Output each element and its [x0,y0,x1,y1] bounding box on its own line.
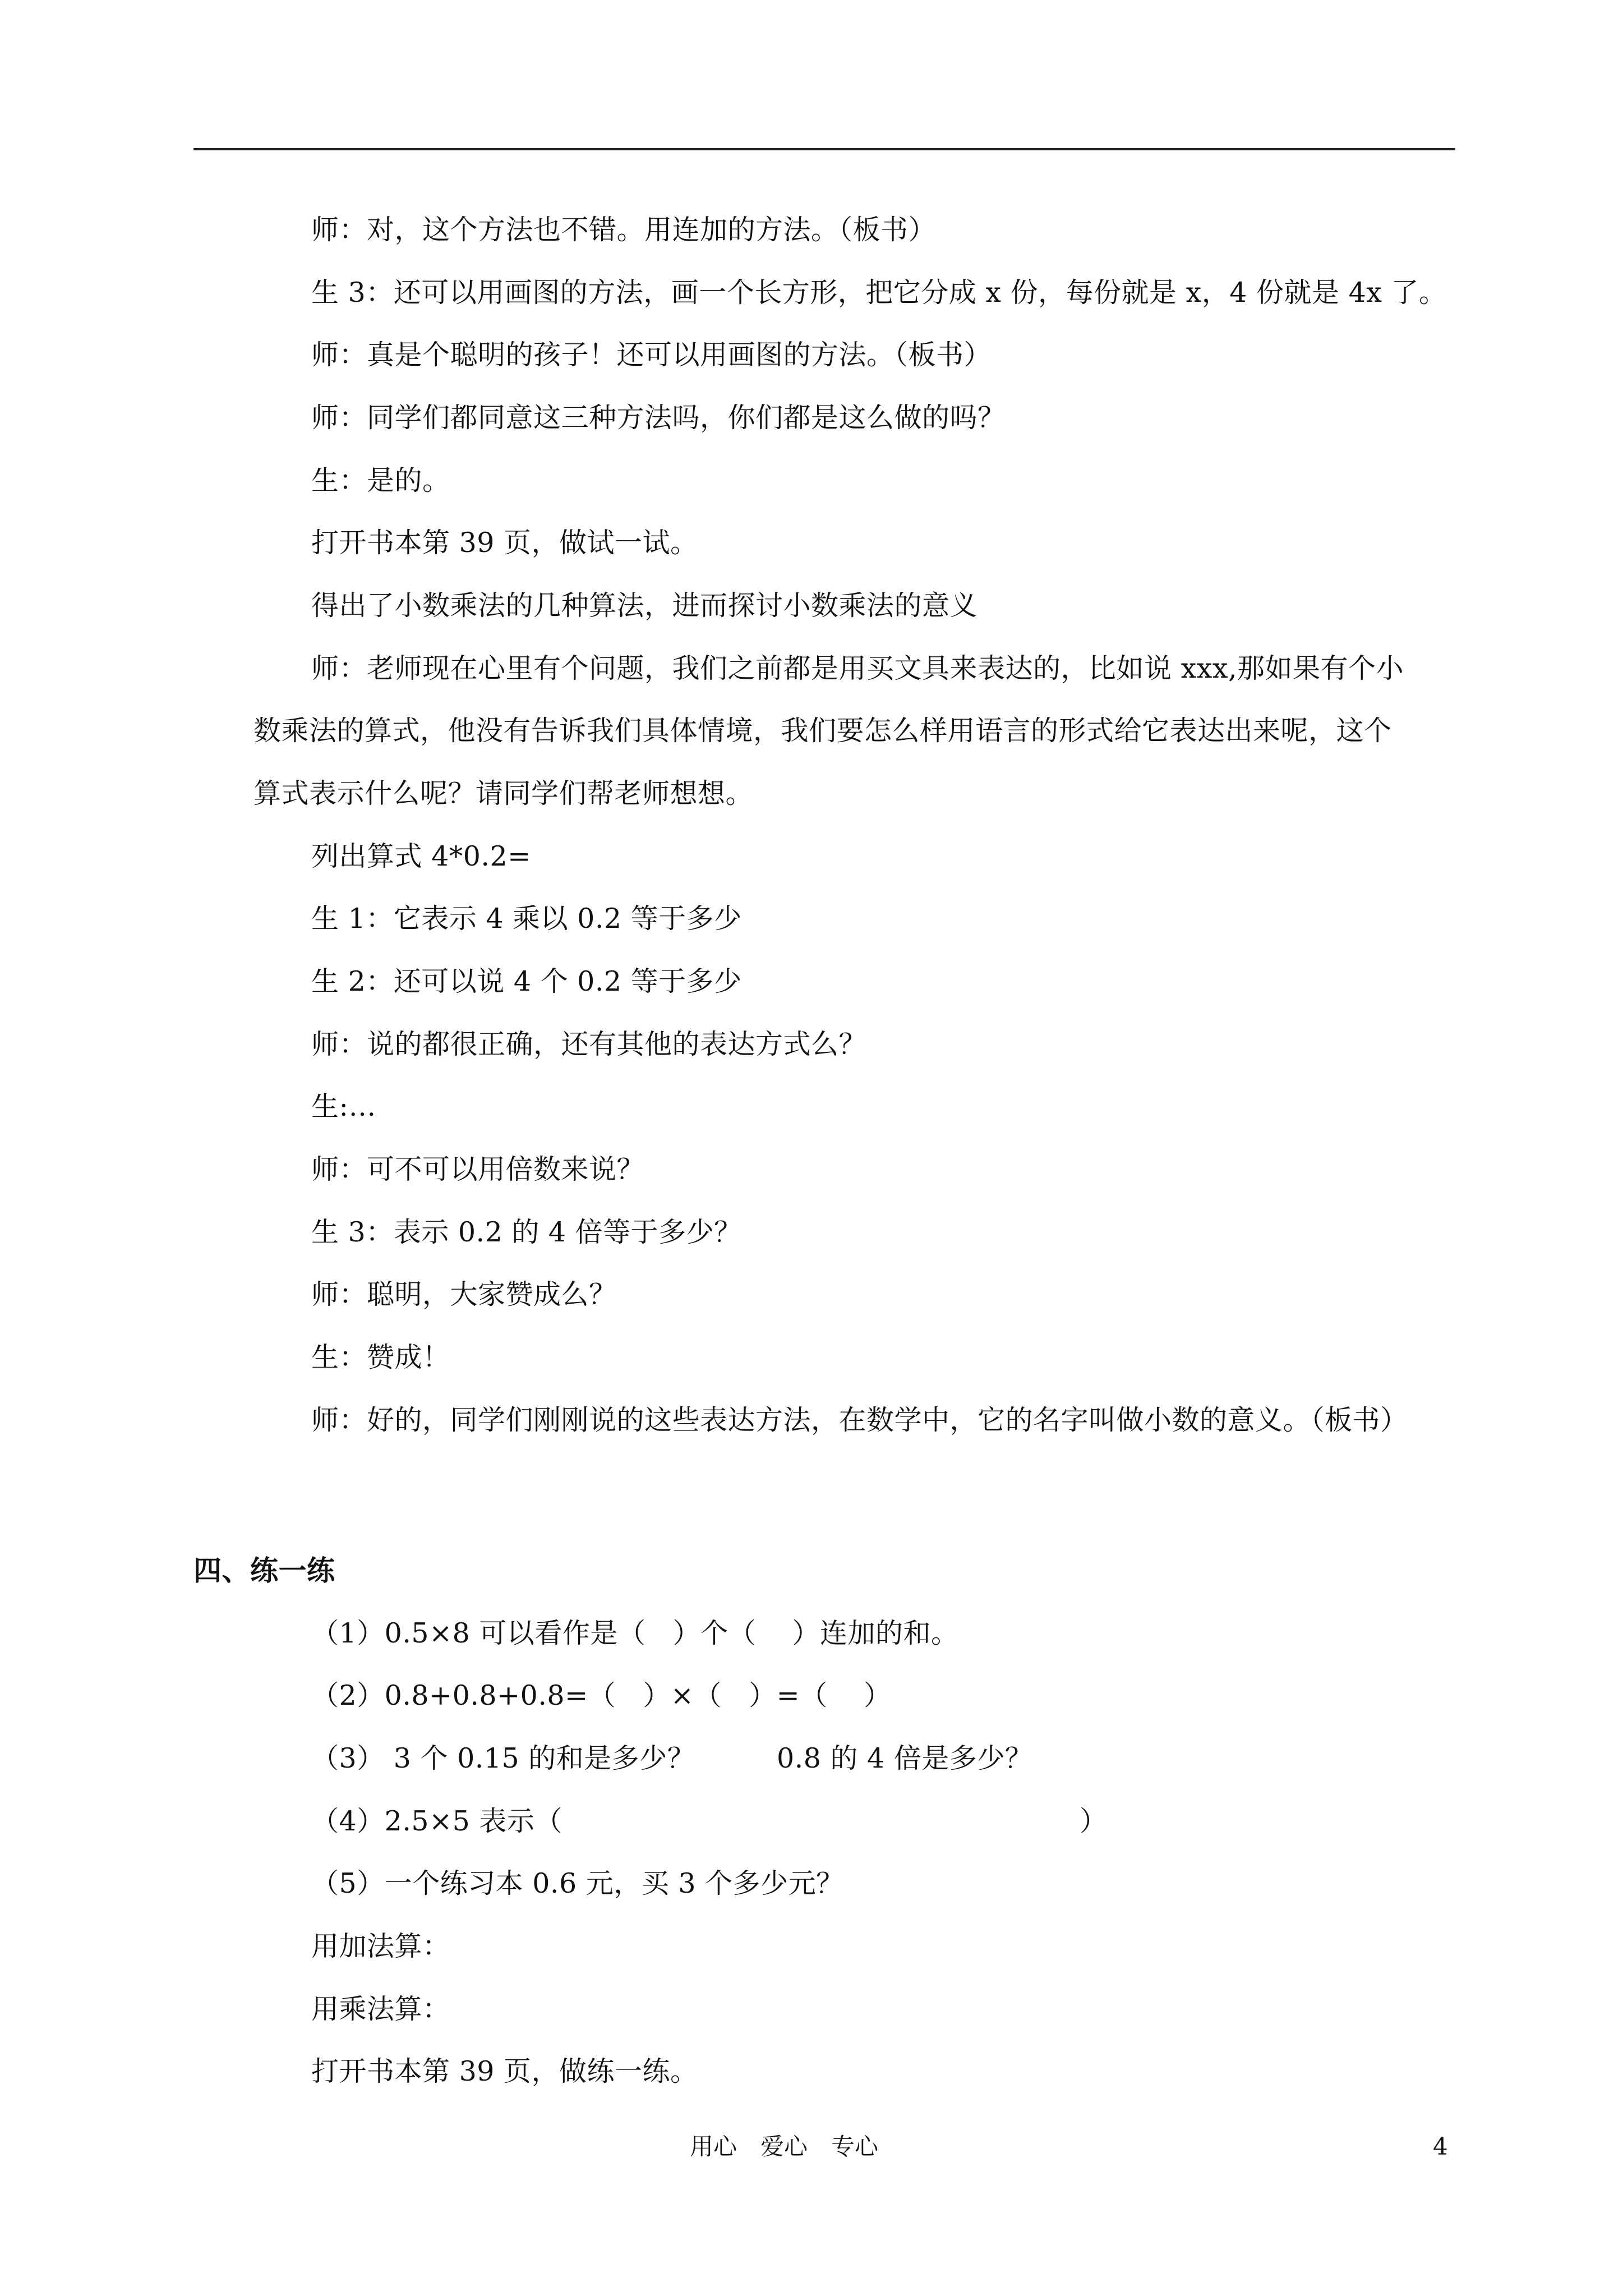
exercise-item: （4）2.5×5 表示（ [311,1805,562,1837]
dialogue-line: 生 3：表示 0.2 的 4 倍等于多少？ [311,1216,742,1248]
exercise-item: （3） 3 个 0.15 的和是多少？ [311,1742,695,1774]
dialogue-line: 生 1：它表示 4 乘以 0.2 等于多少 [311,903,742,935]
exercise-item-part: ） [1080,1805,1108,1837]
section-heading: 四、练一练 [193,1554,335,1587]
page-number: 4 [1433,2133,1448,2160]
exercise-item: （2）0.8+0.8+0.8=（ ）×（ ）=（ ） [311,1680,892,1711]
dialogue-line: 师：同学们都同意这三种方法吗，你们都是这么做的吗？ [311,402,1006,434]
exercise-item: （1）0.5×8 可以看作是（ ）个（ ）连加的和。 [311,1617,959,1649]
dialogue-line: 师：对，这个方法也不错。用连加的方法。（板书） [311,214,937,246]
instruction-line: 打开书本第 39 页，做练一练。 [311,2055,698,2087]
dialogue-line: 生：赞成！ [311,1341,450,1373]
formula-line: 列出算式 4*0.2= [311,840,531,872]
dialogue-line: 师：聪明，大家赞成么？ [311,1278,617,1310]
dialogue-line: 生:… [311,1091,377,1122]
dialogue-line: 师：真是个聪明的孩子！还可以用画图的方法。（板书） [311,339,992,371]
footer-motto: 用心 爱心 专心 [690,2133,879,2160]
dialogue-line: 生：是的。 [311,464,450,496]
paragraph-line: 算式表示什么呢？请同学们帮老师想想。 [253,777,754,809]
paragraph-line: 数乘法的算式，他没有告诉我们具体情境，我们要怎么样用语言的形式给它表达出来呢，这个 [253,715,1392,747]
answer-prompt: 用加法算： [311,1930,450,1962]
exercise-item-part: 0.8 的 4 倍是多少？ [777,1742,1033,1774]
answer-prompt: 用乘法算： [311,1993,450,2025]
dialogue-line: 师：好的，同学们刚刚说的这些表达方法，在数学中，它的名字叫做小数的意义。（板书） [311,1404,1408,1436]
dialogue-line: 生 3：还可以用画图的方法，画一个长方形，把它分成 x 份，每份就是 x，4 份就是 4x 了。 [311,277,1447,309]
instruction-line: 打开书本第 39 页，做试一试。 [311,527,698,559]
dialogue-line: 师：可不可以用倍数来说？ [311,1153,645,1185]
paragraph-line: 师：老师现在心里有个问题，我们之前都是用买文具来表达的，比如说 xxx,那如果有个小 [311,652,1404,684]
exercise-item: （5）一个练习本 0.6 元，买 3 个多少元？ [311,1867,844,1899]
dialogue-line: 生 2：还可以说 4 个 0.2 等于多少 [311,965,742,997]
summary-line: 得出了小数乘法的几种算法，进而探讨小数乘法的意义 [311,590,978,622]
dialogue-line: 师：说的都很正确，还有其他的表达方式么？ [311,1028,867,1060]
